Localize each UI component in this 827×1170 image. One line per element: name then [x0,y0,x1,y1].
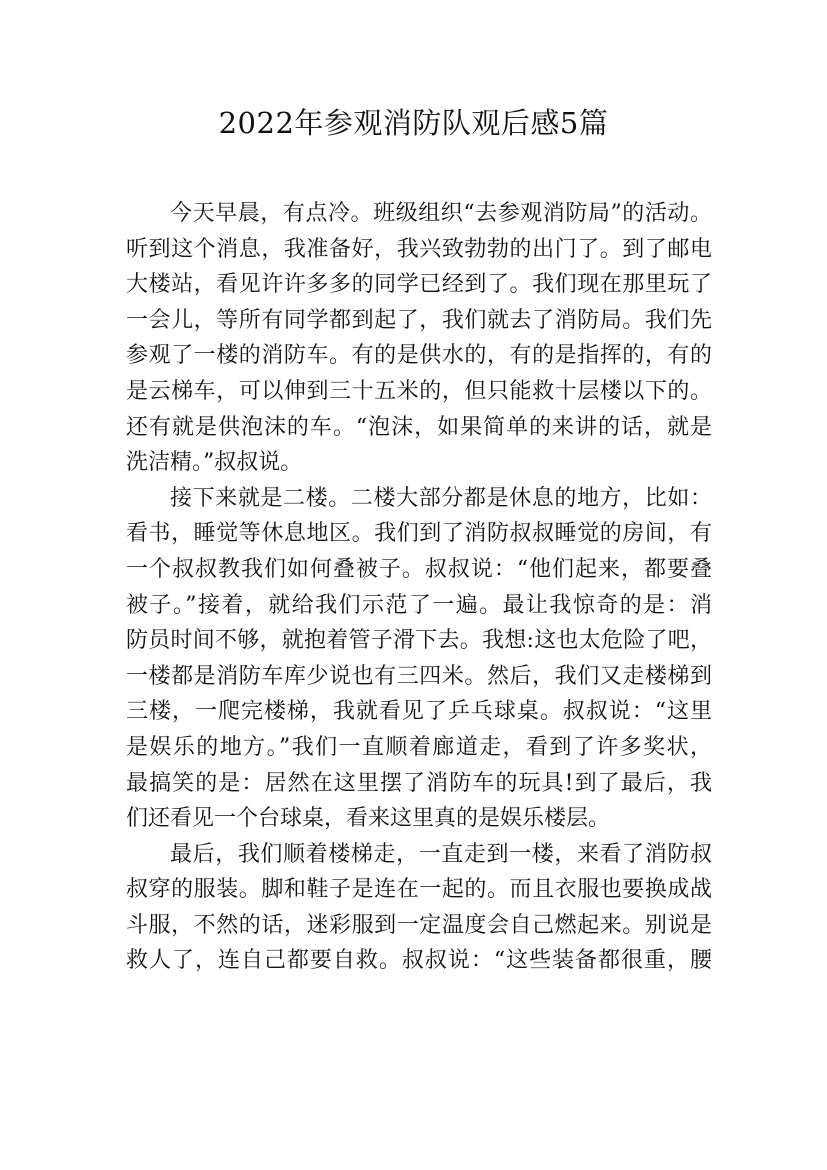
document-title: 2022年参观消防队观后感5篇 [218,106,609,140]
paragraph-2-line-9: 最搞笑的是：居然在这里摆了消防车的玩具!到了最后，我 [126,770,712,796]
paragraph-3-line-2: 叔穿的服装。脚和鞋子是连在一起的。而且衣服也要换成战 [126,877,712,903]
paragraph-2-line-4: 被子。”接着，就给我们示范了一遍。最让我惊奇的是：消 [126,592,712,618]
paragraph-1-line-6: 是云梯车，可以伸到三十五米的，但只能救十层楼以下的。 [126,378,712,404]
paragraph-1-line-7: 还有就是供泡沫的车。“泡沫，如果简单的来讲的话，就是 [126,414,712,440]
paragraph-1-line-1: 今天早晨，有点冷。班级组织“去参观消防局”的活动。 [170,201,712,226]
paragraph-2-line-3: 一个叔叔教我们如何叠被子。叔叔说：“他们起来，都要叠 [126,556,712,582]
paragraph-2-line-5: 防员时间不够，就抱着管子滑下去。我想:这也太危险了吧， [126,628,712,654]
paragraph-2-line-6: 一楼都是消防车库少说也有三四米。然后，我们又走楼梯到 [126,663,712,689]
paragraph-1-line-2: 听到这个消息，我准备好，我兴致勃勃的出门了。到了邮电 [126,236,712,262]
paragraph-3-line-4: 救人了，连自己都要自救。叔叔说：“这些装备都很重，腰 [126,948,712,974]
paragraph-1-line-4: 一会儿，等所有同学都到起了，我们就去了消防局。我们先 [126,307,712,333]
document-body [126,196,712,979]
paragraph-2-line-2: 看书，睡觉等休息地区。我们到了消防叔叔睡觉的房间，有 [126,521,712,547]
paragraph-2-line-7: 三楼，一爬完楼梯，我就看见了乒乓球桌。叔叔说：“这里 [126,699,712,725]
paragraph-3-line-1: 最后，我们顺着楼梯走，一直走到一楼，来看了消防叔 [170,841,712,867]
paragraph-2-line-8: 是娱乐的地方。”我们一直顺着廊道走，看到了许多奖状， [126,734,712,760]
paragraph-3-line-3: 斗服，不然的话，迷彩服到一定温度会自己燃起来。别说是 [126,912,712,938]
paragraph-2-line-1: 接下来就是二楼。二楼大部分都是休息的地方，比如： [170,485,712,511]
paragraph-2-line-10: 们还看见一个台球桌，看来这里真的是娱乐楼层。 [126,806,611,832]
paragraph-1-line-3: 大楼站，看见许许多多的同学已经到了。我们现在那里玩了 [126,272,712,298]
paragraph-1-line-5: 参观了一楼的消防车。有的是供水的，有的是指挥的，有的 [126,343,712,369]
paragraph-1-line-8: 洗洁精。”叔叔说。 [126,450,303,476]
